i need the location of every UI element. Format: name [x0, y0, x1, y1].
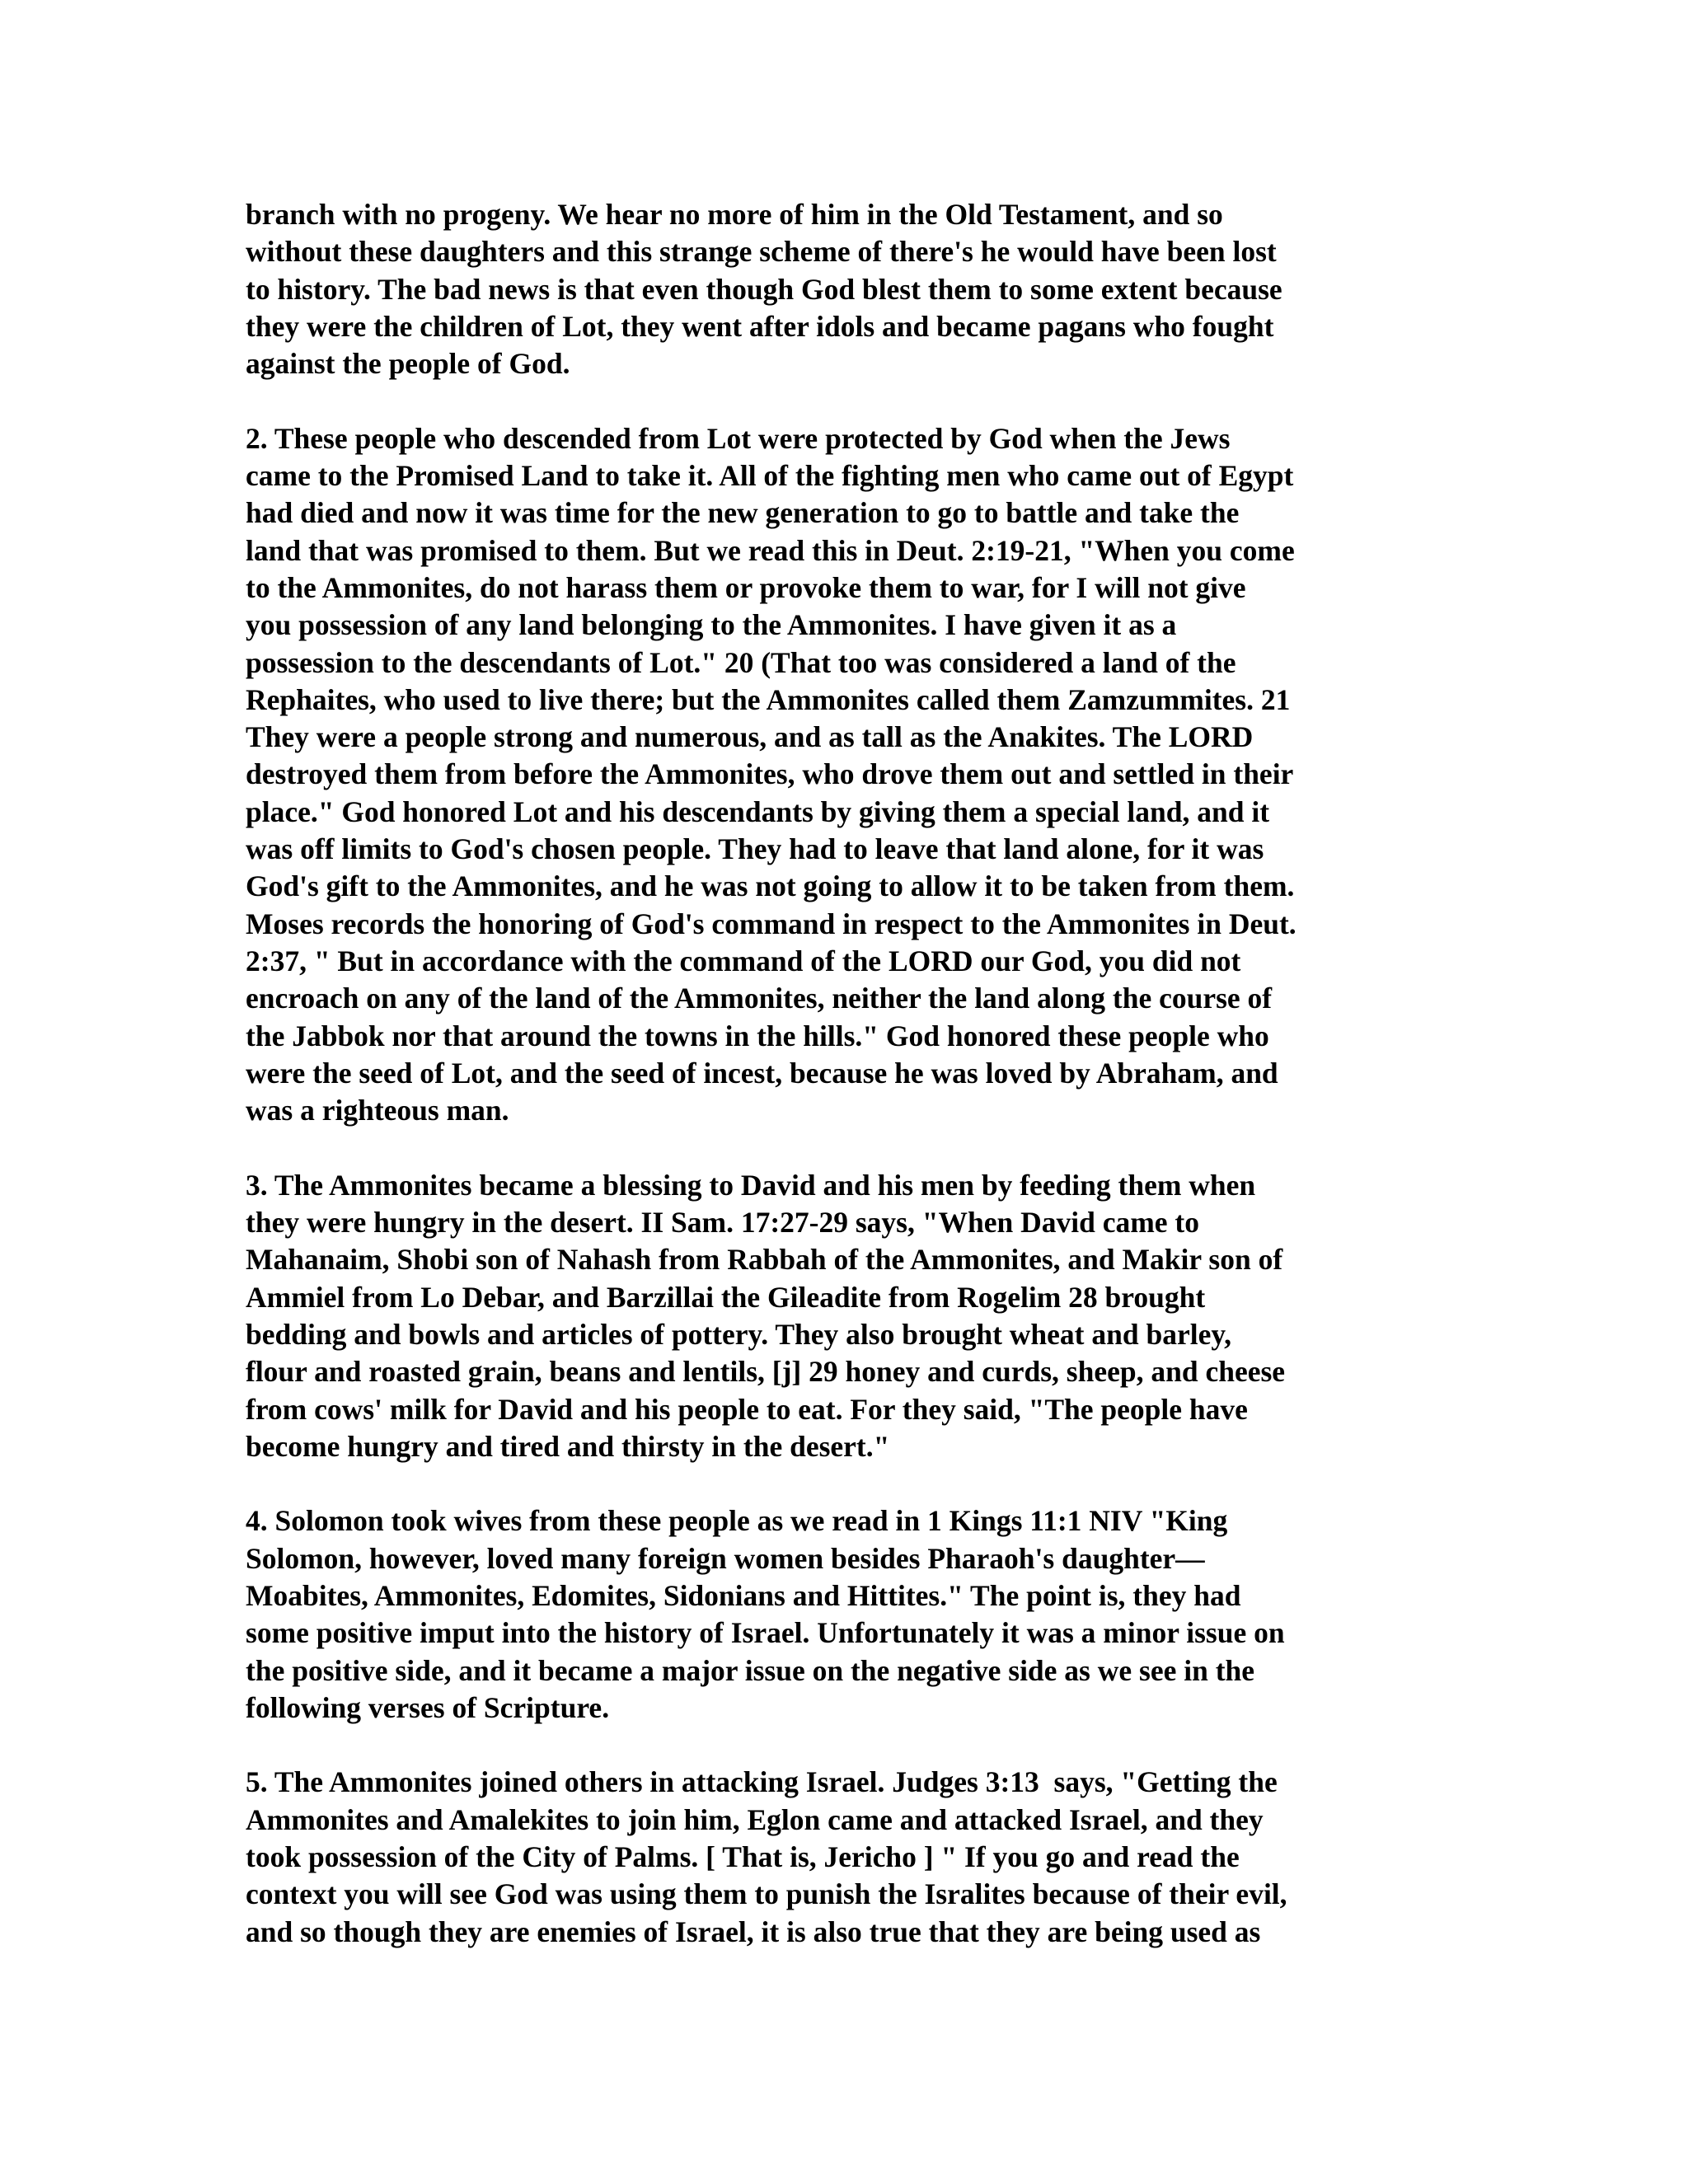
text-line: Ammiel from Lo Debar, and Barzillai the Gileadite from Rogelim 28 brought: [246, 1280, 1206, 1314]
text-line: 3. The Ammonites became a blessing to David and his men by feeding them when: [246, 1168, 1256, 1202]
text-line: Rephaites, who used to live there; but the Ammonites called them Zamzummites. 21: [246, 682, 1291, 716]
paragraph: [246, 196, 1441, 382]
text-line: Ammonites and Amalekites to join him, Eglon came and attacked Israel, and they: [246, 1802, 1264, 1836]
text-line: took possession of the City of Palms. [ That is, Jericho ] " If you go and read the: [246, 1840, 1240, 1874]
text-line: to the Ammonites, do not harass them or provoke them to war, for I will not give: [246, 570, 1246, 604]
text-line: Moses records the honoring of God's command in respect to the Ammonites in Deut.: [246, 907, 1296, 940]
text-line: they were the children of Lot, they went after idols and became pagans who fought: [246, 309, 1274, 343]
text-line: context you will see God was using them to punish the Isralites because of their evil,: [246, 1877, 1287, 1911]
paragraph: [246, 1502, 1441, 1727]
text-line: and so though they are enemies of Israel, it is also true that they are being used as: [246, 1915, 1261, 1948]
text-line: 4. Solomon took wives from these people as we read in 1 Kings 11:1 NIV "King: [246, 1504, 1228, 1538]
text-line: bedding and bowls and articles of pottery. They also brought wheat and barley,: [246, 1317, 1232, 1351]
text-line: the positive side, and it became a major issue on the negative side as we see in the: [246, 1653, 1255, 1687]
text-line: you possession of any land belonging to the Ammonites. I have given it as a: [246, 608, 1177, 642]
text-line: came to the Promised Land to take it. All of the fighting men who came out of Egypt: [246, 459, 1294, 493]
text-line: without these daughters and this strange scheme of there's he would have been lost: [246, 235, 1277, 269]
text-line: flour and roasted grain, beans and lentils, [j] 29 honey and curds, sheep, and cheese: [246, 1355, 1286, 1389]
text-line: some positive imput into the history of Israel. Unfortunately it was a minor issue on: [246, 1616, 1285, 1650]
text-line: 2. These people who descended from Lot were protected by God when the Jews: [246, 421, 1231, 455]
text-line: 2:37, " But in accordance with the command of the LORD our God, you did not: [246, 944, 1241, 977]
paragraph: [246, 1764, 1441, 1950]
text-line: Moabites, Ammonites, Edomites, Sidonians and Hittites." The point is, they had: [246, 1578, 1241, 1612]
paragraph: [246, 420, 1441, 1130]
text-line: had died and now it was time for the new generation to go to battle and take the: [246, 496, 1240, 530]
text-line: Mahanaim, Shobi son of Nahash from Rabbah of the Ammonites, and Makir son of: [246, 1243, 1283, 1277]
text-line: land that was promised to them. But we read this in Deut. 2:19-21, "When you come: [246, 533, 1295, 567]
text-line: They were a people strong and numerous, and as tall as the Anakites. The LORD: [246, 720, 1254, 754]
text-line: possession to the descendants of Lot." 20 (That too was considered a land of the: [246, 645, 1236, 679]
text-line: from cows' milk for David and his people to eat. For they said, "The people have: [246, 1392, 1248, 1426]
text-line: encroach on any of the land of the Ammonites, neither the land along the course of: [246, 982, 1273, 1015]
text-line: 5. The Ammonites joined others in attacking Israel. Judges 3:13 says, "Getting the: [246, 1765, 1278, 1799]
document-body: [246, 196, 1441, 1951]
text-line: branch with no progeny. We hear no more of him in the Old Testament, and so: [246, 198, 1223, 231]
text-line: God's gift to the Ammonites, and he was not going to allow it to be taken from them.: [246, 869, 1295, 903]
text-line: they were hungry in the desert. II Sam. 17:27-29 says, "When David came to: [246, 1206, 1199, 1240]
text-line: against the people of God.: [246, 347, 570, 381]
text-line: place." God honored Lot and his descendants by giving them a special land, and it: [246, 794, 1270, 828]
text-line: was off limits to God's chosen people. They had to leave that land alone, for it was: [246, 832, 1264, 866]
text-line: the Jabbok nor that around the towns in the hills." God honored these people who: [246, 1019, 1269, 1052]
text-line: following verses of Scripture.: [246, 1690, 610, 1724]
text-line: were the seed of Lot, and the seed of incest, because he was loved by Abraham, and: [246, 1056, 1278, 1090]
paragraph: [246, 1167, 1441, 1465]
text-line: become hungry and tired and thirsty in the desert.": [246, 1429, 890, 1463]
text-line: was a righteous man.: [246, 1094, 509, 1127]
text-line: Solomon, however, loved many foreign women besides Pharaoh's daughter—: [246, 1541, 1205, 1575]
text-line: to history. The bad news is that even though God blest them to some extent because: [246, 272, 1282, 306]
text-line: destroyed them from before the Ammonites, who drove them out and settled in their: [246, 757, 1294, 791]
